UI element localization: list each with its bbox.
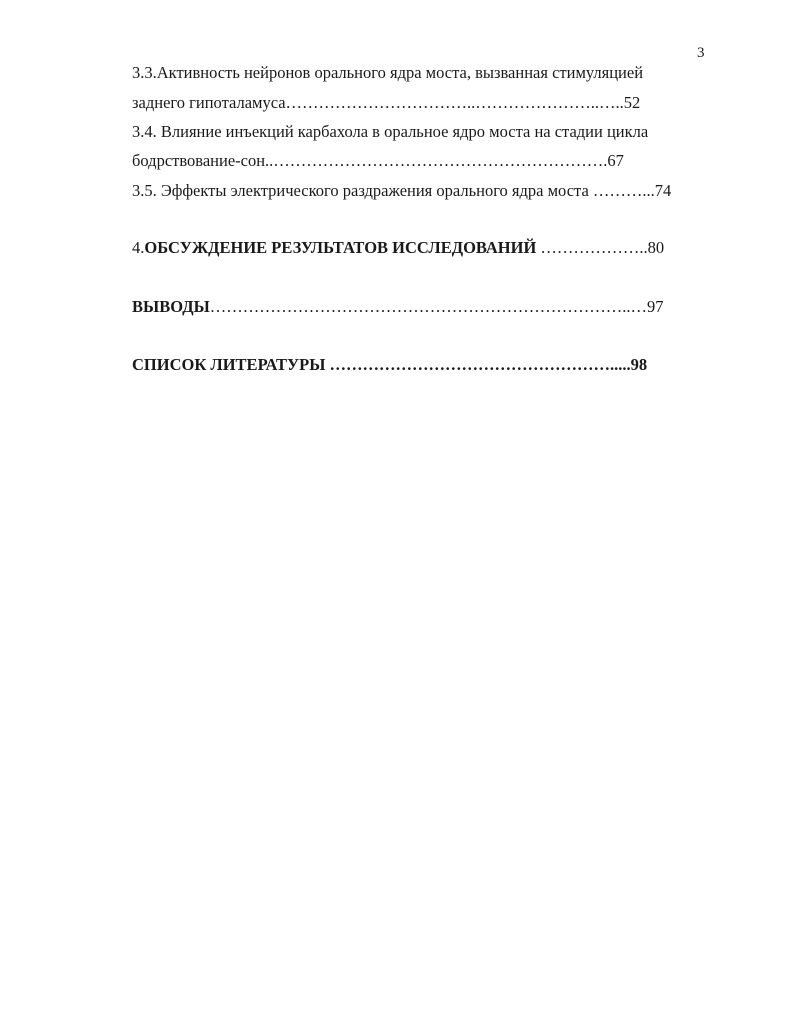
toc-entry-references: СПИСОК ЛИТЕРАТУРЫ …………………………………………….....98 bbox=[132, 355, 648, 374]
toc-entry-conclusions-title: ВЫВОДЫ bbox=[132, 297, 210, 316]
toc-entry-3-4-line-1: 3.4. Влияние инъекций карбахола в оральное ядро моста на стадии цикла bbox=[132, 122, 649, 141]
toc-entry-conclusions bbox=[132, 297, 664, 317]
toc-entry-chapter-4-leader: ………………..80 bbox=[536, 238, 665, 257]
toc-entry-3-4-line-2: бодрствование-сон..…………………………………………………….67 bbox=[132, 151, 624, 170]
toc-entry-3-3-line-2: заднего гипоталамуса……………………………..…………………..…..52 bbox=[132, 93, 641, 112]
toc-entry-3-3-line-1: 3.3.Активность нейронов орального ядра моста, вызванная стимуляцией bbox=[132, 63, 644, 82]
toc-entry-chapter-4 bbox=[132, 238, 664, 258]
toc-entry-chapter-4-number: 4. bbox=[132, 238, 145, 257]
toc-entry-conclusions-leader: …………………………………………………………………..…97 bbox=[209, 297, 664, 316]
page-number: 3 bbox=[697, 45, 705, 61]
toc-entry-3-5: 3.5. Эффекты электрического раздражения орального ядра моста ………...74 bbox=[132, 181, 672, 200]
toc-entry-chapter-4-title: ОБСУЖДЕНИЕ РЕЗУЛЬТАТОВ ИССЛЕДОВАНИЙ bbox=[144, 238, 537, 257]
